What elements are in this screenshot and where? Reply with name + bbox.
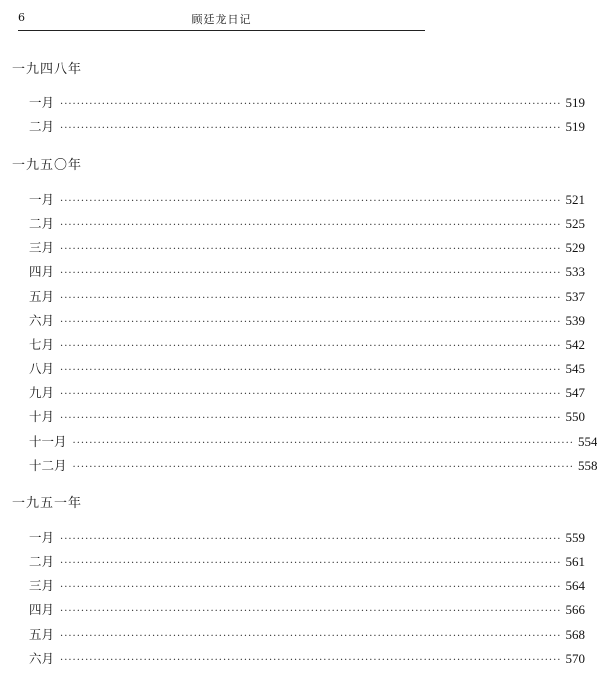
leader-dots: ························································································································ xyxy=(72,438,574,449)
toc-entry-label: 二月 xyxy=(29,119,55,134)
toc-entry-label: 二月 xyxy=(29,216,55,231)
running-title: 顾廷龙日记 xyxy=(191,13,252,26)
leader-dots: ························································································································ xyxy=(60,317,562,328)
toc-entry[interactable] xyxy=(29,625,585,643)
toc-entry-label: 四月 xyxy=(29,602,55,617)
leader-dots: ························································································································ xyxy=(60,268,562,279)
toc-entry-label: 六月 xyxy=(29,651,55,666)
toc-entry-page: 566 xyxy=(565,602,585,617)
toc-entry-page: 539 xyxy=(565,313,585,328)
toc-entry[interactable] xyxy=(29,432,597,450)
toc-entry-label: 一月 xyxy=(29,192,55,207)
toc-entry-page: 554 xyxy=(577,434,597,449)
toc-entry-label: 一月 xyxy=(29,95,55,110)
toc-entry[interactable] xyxy=(29,117,585,135)
toc-entry-page: 559 xyxy=(565,530,585,545)
toc-entry[interactable] xyxy=(29,214,585,232)
toc-entry[interactable] xyxy=(29,407,585,425)
toc-entry-page: 545 xyxy=(565,361,585,376)
leader-dots: ························································································································ xyxy=(60,413,562,424)
toc-entry-page: 547 xyxy=(565,385,585,400)
toc-entry[interactable] xyxy=(29,576,585,594)
toc-entry[interactable] xyxy=(29,311,585,329)
toc-entry-label: 五月 xyxy=(29,289,55,304)
toc-entry-label: 四月 xyxy=(29,264,55,279)
toc-entry-label: 七月 xyxy=(29,337,55,352)
leader-dots: ························································································································ xyxy=(60,220,562,231)
toc-entry-label: 十二月 xyxy=(29,458,67,473)
toc-entry[interactable] xyxy=(29,262,585,280)
toc-entry-page: 564 xyxy=(565,578,585,593)
toc-entry[interactable] xyxy=(29,190,585,208)
leader-dots: ························································································································ xyxy=(60,631,562,642)
toc-entry-page: 525 xyxy=(565,216,585,231)
toc-entry[interactable] xyxy=(29,528,585,546)
toc-entry-label: 六月 xyxy=(29,313,55,328)
leader-dots: ························································································································ xyxy=(60,558,562,569)
leader-dots: ························································································································ xyxy=(60,196,562,207)
toc-entry[interactable] xyxy=(29,238,585,256)
leader-dots: ························································································································ xyxy=(60,341,562,352)
leader-dots: ························································································································ xyxy=(60,389,562,400)
toc-entry[interactable] xyxy=(29,335,585,353)
toc-entry-page: 519 xyxy=(565,119,585,134)
toc-entry-page: 558 xyxy=(577,458,597,473)
toc-entry[interactable] xyxy=(29,359,585,377)
toc-entry-label: 十一月 xyxy=(29,434,67,449)
toc-entry[interactable] xyxy=(29,552,585,570)
toc-entry-label: 三月 xyxy=(29,240,55,255)
leader-dots: ························································································································ xyxy=(60,655,562,666)
toc-entry[interactable] xyxy=(29,456,597,474)
leader-dots: ························································································································ xyxy=(60,534,562,545)
toc-entry[interactable] xyxy=(29,600,585,618)
toc-entry-page: 542 xyxy=(565,337,585,352)
toc-entry-label: 三月 xyxy=(29,578,55,593)
leader-dots: ························································································································ xyxy=(60,606,562,617)
toc-entry-page: 537 xyxy=(565,289,585,304)
leader-dots: ························································································································ xyxy=(60,582,562,593)
toc-entry-label: 十月 xyxy=(29,409,55,424)
leader-dots: ························································································································ xyxy=(60,99,562,110)
leader-dots: ························································································································ xyxy=(60,365,562,376)
toc-entry[interactable] xyxy=(29,287,585,305)
toc-entry-page: 529 xyxy=(565,240,585,255)
toc-entry-page: 570 xyxy=(565,651,585,666)
year-heading: 一九四八年 xyxy=(12,62,83,77)
toc-entry[interactable] xyxy=(29,93,585,111)
year-heading: 一九五〇年 xyxy=(12,158,83,173)
toc-entry-page: 533 xyxy=(565,264,585,279)
leader-dots: ························································································································ xyxy=(72,462,574,473)
toc-entry-page: 521 xyxy=(565,192,585,207)
leader-dots: ························································································································ xyxy=(60,244,562,255)
leader-dots: ························································································································ xyxy=(60,293,562,304)
toc-entry-label: 八月 xyxy=(29,361,55,376)
toc-entry-page: 550 xyxy=(565,409,585,424)
toc-entry-label: 五月 xyxy=(29,627,55,642)
toc-entry-label: 九月 xyxy=(29,385,55,400)
toc-entry[interactable] xyxy=(29,649,585,667)
toc-entry-page: 519 xyxy=(565,95,585,110)
leader-dots: ························································································································ xyxy=(60,123,562,134)
toc-entry-page: 568 xyxy=(565,627,585,642)
year-heading: 一九五一年 xyxy=(12,496,83,511)
page-number: 6 xyxy=(18,11,25,24)
toc-entry-page: 561 xyxy=(565,554,585,569)
toc-entry[interactable] xyxy=(29,383,585,401)
toc-entry-label: 二月 xyxy=(29,554,55,569)
page-header xyxy=(18,8,425,31)
toc-entry-label: 一月 xyxy=(29,530,55,545)
